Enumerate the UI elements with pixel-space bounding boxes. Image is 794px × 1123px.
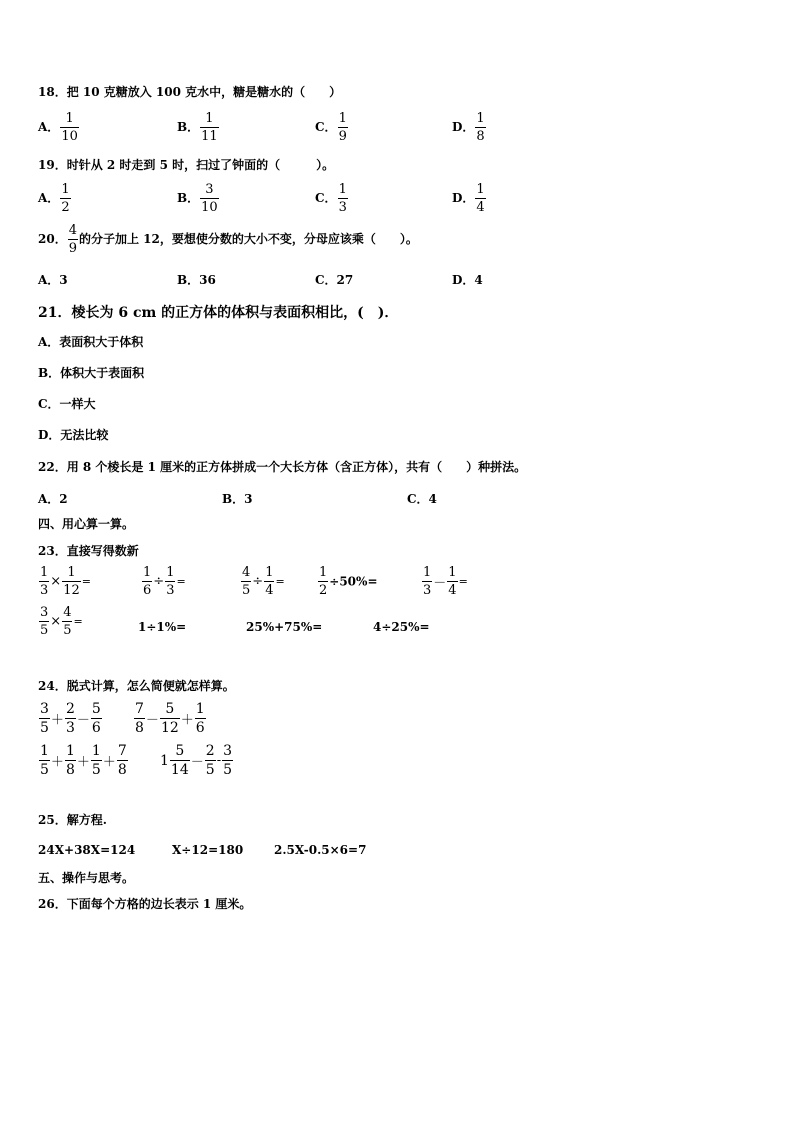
denominator: 8 — [65, 762, 75, 778]
minus-sign: - — [216, 753, 222, 768]
denominator: 5 — [40, 623, 49, 638]
whole-part: 1 — [160, 752, 169, 769]
q23-item-5 — [421, 566, 468, 597]
numerator: 1 — [91, 743, 101, 759]
section-4-title: 四、用心算一算。 — [38, 517, 135, 531]
q23-item-2 — [141, 566, 186, 597]
q21-option-c[interactable]: C．一样大 — [38, 397, 96, 411]
times-sign: × — [50, 614, 62, 629]
option-label: D． — [452, 120, 475, 134]
denominator: 3 — [338, 200, 347, 215]
q18-option-d[interactable] — [452, 112, 487, 143]
numerator: 1 — [423, 565, 432, 580]
denominator: 3 — [166, 583, 175, 598]
minus-sign: － — [145, 713, 159, 728]
q23-item-6 — [38, 606, 83, 637]
option-label: A． — [38, 191, 60, 205]
numerator: 1 — [476, 111, 485, 126]
denominator: 10 — [61, 129, 78, 144]
numerator: 1 — [65, 111, 74, 126]
numerator: 3 — [40, 701, 49, 717]
q23-item-1 — [38, 566, 91, 597]
denominator: 4 — [476, 200, 485, 215]
minus-sign: － — [433, 576, 447, 591]
divide-sign: ÷ — [252, 574, 264, 589]
q22-stem: 22．用 8 个棱长是 1 厘米的正方体拼成一个大长方体（含正方体），共有（ ）种拼法。 — [38, 460, 527, 474]
numerator: 1 — [65, 743, 75, 759]
plus-sign: ＋ — [180, 713, 194, 728]
q21-option-a[interactable]: A．表面积大于体积 — [38, 335, 144, 349]
numerator: 4 — [242, 565, 251, 580]
plus-sign: ＋ — [50, 755, 64, 770]
numerator: 1 — [205, 111, 214, 126]
denominator: 8 — [135, 720, 144, 736]
denominator: 12 — [63, 583, 80, 598]
minus-sign: － — [190, 755, 204, 770]
q19-option-b[interactable] — [177, 183, 220, 214]
numerator: 1 — [195, 701, 205, 717]
plus-sign: ＋ — [50, 713, 64, 728]
numerator: 5 — [175, 743, 185, 759]
denominator: 8 — [476, 129, 485, 144]
option-label: B． — [177, 191, 200, 205]
numerator: 1 — [40, 743, 49, 759]
q20-option-b[interactable]: B．36 — [177, 273, 216, 287]
q18-option-c[interactable] — [315, 112, 349, 143]
denominator: 6 — [195, 720, 205, 736]
minus-sign: － — [76, 713, 90, 728]
q25-stem: 25．解方程. — [38, 813, 107, 827]
denominator: 6 — [143, 583, 152, 598]
numerator: 1 — [265, 565, 274, 580]
q18-option-a[interactable] — [38, 112, 80, 143]
denominator: 6 — [91, 720, 101, 736]
denominator: 4 — [448, 583, 457, 598]
denominator: 10 — [201, 200, 218, 215]
denominator: 5 — [91, 762, 101, 778]
q23-item-9: 4÷25%= — [373, 620, 430, 634]
q19-option-d[interactable] — [452, 183, 487, 214]
numerator: 5 — [165, 701, 175, 717]
option-label: D． — [452, 191, 475, 205]
question-number: 20． — [38, 232, 67, 246]
q20-option-c[interactable]: C．27 — [315, 273, 354, 287]
equals-sign: = — [81, 575, 91, 588]
numerator: 2 — [65, 701, 75, 717]
q20-stem — [38, 224, 418, 255]
q20-option-a[interactable]: A．3 — [38, 273, 68, 287]
q23-item-8: 25%+75%= — [246, 620, 323, 634]
denominator: 11 — [201, 129, 218, 144]
denominator: 9 — [68, 241, 77, 256]
q20-text: 的分子加上 12，要想使分数的大小不变，分母应该乘（ ）。 — [78, 232, 418, 246]
equals-sign: = — [458, 575, 468, 588]
q25-equation-2: X÷12=180 — [172, 843, 244, 857]
denominator: 4 — [265, 583, 274, 598]
q23-item-3 — [240, 566, 285, 597]
numerator: 4 — [68, 223, 77, 238]
denominator: 5 — [40, 762, 49, 778]
numerator: 1 — [143, 565, 152, 580]
q21-stem: 21．棱长为 6 cm 的正方体的体积与表面积相比，( )． — [38, 305, 399, 321]
numerator: 3 — [40, 605, 49, 620]
denominator: 9 — [338, 129, 347, 144]
numerator: 1 — [319, 565, 328, 580]
denominator: 14 — [170, 762, 189, 778]
q19-stem: 19．时针从 2 时走到 5 时，扫过了钟面的（ ）。 — [38, 158, 335, 172]
denominator: 5 — [205, 762, 215, 778]
option-label: B． — [177, 120, 200, 134]
denominator: 5 — [63, 623, 72, 638]
divide-percent: ÷50%= — [329, 574, 378, 589]
times-sign: × — [50, 574, 62, 589]
section-5-title: 五、操作与思考。 — [38, 871, 135, 885]
equals-sign: = — [176, 575, 186, 588]
q25-equation-3: 2.5X-0.5×6=7 — [274, 843, 367, 857]
numerator: 7 — [135, 701, 144, 717]
numerator: 1 — [338, 182, 347, 197]
denominator: 3 — [65, 720, 75, 736]
numerator: 1 — [67, 565, 76, 580]
numerator: 7 — [117, 743, 127, 759]
q23-item-7: 1÷1%= — [138, 620, 187, 634]
numerator: 1 — [61, 182, 70, 197]
numerator: 3 — [223, 743, 233, 759]
denominator: 12 — [160, 720, 179, 736]
q24-expr-4 — [160, 744, 234, 777]
plus-sign: ＋ — [76, 755, 90, 770]
numerator: 5 — [91, 701, 101, 717]
q22-option-b[interactable]: B．3 — [222, 492, 253, 506]
denominator: 3 — [423, 583, 432, 598]
option-label: C． — [315, 120, 337, 134]
option-label: C． — [315, 191, 337, 205]
numerator: 1 — [40, 565, 49, 580]
q24-expr-1 — [38, 702, 103, 735]
numerator: 2 — [205, 743, 215, 759]
q26-stem: 26．下面每个方格的边长表示 1 厘米。 — [38, 897, 252, 911]
denominator: 5 — [40, 720, 49, 736]
numerator: 1 — [476, 182, 485, 197]
option-label: A． — [38, 120, 60, 134]
q24-stem: 24．脱式计算，怎么简便就怎样算。 — [38, 679, 235, 693]
numerator: 3 — [205, 182, 214, 197]
divide-sign: ÷ — [153, 574, 165, 589]
q22-option-a[interactable]: A．2 — [38, 492, 68, 506]
denominator: 5 — [223, 762, 233, 778]
q23-stem: 23．直接写得数新 — [38, 544, 139, 558]
equals-sign: = — [73, 615, 83, 628]
q19-option-a[interactable] — [38, 183, 72, 214]
q21-option-b[interactable]: B．体积大于表面积 — [38, 366, 145, 380]
q23-item-4 — [317, 566, 378, 597]
q24-expr-3 — [38, 744, 129, 777]
denominator: 5 — [242, 583, 251, 598]
mixed-number — [160, 744, 191, 777]
numerator: 4 — [63, 605, 72, 620]
q18-stem: 18．把 10 克糖放入 100 克水中，糖是糖水的（ ） — [38, 85, 342, 99]
denominator: 2 — [61, 200, 70, 215]
q25-equation-1: 24X+38X=124 — [38, 843, 136, 857]
q19-option-c[interactable] — [315, 183, 349, 214]
q20-option-d[interactable]: D．4 — [452, 273, 483, 287]
q18-option-b[interactable] — [177, 112, 220, 143]
denominator: 2 — [319, 583, 328, 598]
denominator: 3 — [40, 583, 49, 598]
numerator: 1 — [448, 565, 457, 580]
q24-expr-2 — [133, 702, 207, 735]
q22-option-c[interactable]: C．4 — [407, 492, 437, 506]
equals-sign: = — [275, 575, 285, 588]
q21-option-d[interactable]: D．无法比较 — [38, 428, 109, 442]
numerator: 1 — [166, 565, 175, 580]
numerator: 1 — [338, 111, 347, 126]
plus-sign: ＋ — [102, 755, 116, 770]
denominator: 8 — [117, 762, 127, 778]
